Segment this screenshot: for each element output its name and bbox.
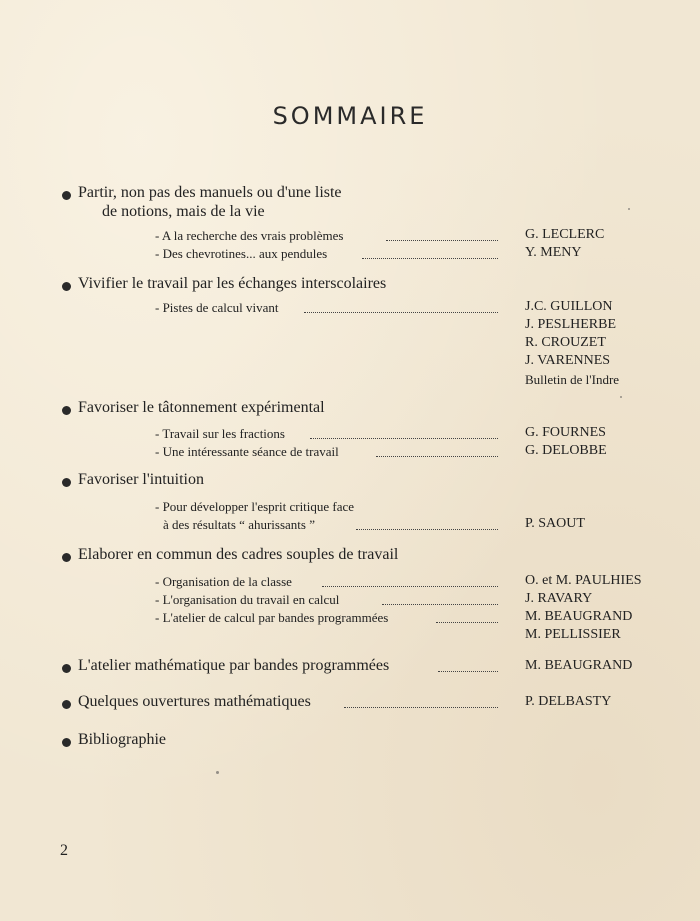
toc-entry-author: M. PELLISSIER [525,627,621,642]
section-heading: Elaborer en commun des cadres souples de travail [78,546,399,563]
bullet-icon [62,664,71,673]
section-heading: Favoriser le tâtonnement expérimental [78,399,325,416]
toc-entry-author: O. et M. PAULHIES [525,573,642,588]
page-title: SOMMAIRE [272,102,428,130]
bullet-icon [62,553,71,562]
toc-entry-source: Bulletin de l'Indre [525,372,620,387]
section-heading: L'atelier mathématique par bandes programmées [78,657,390,674]
toc-entry-label: - Une intéressante séance de travail [155,444,339,459]
dot-leader [362,246,498,259]
page-number: 2 [60,842,68,859]
section-heading: Quelques ouvertures mathématiques [78,693,311,710]
toc-entry-label: - Travail sur les fractions [155,426,285,441]
toc-entry-author: G. DELOBBE [525,443,607,458]
paper-speck [216,771,219,774]
toc-entry-label: - L'atelier de calcul par bandes programmées [155,610,389,625]
toc-entry-author: G. FOURNES [525,425,606,440]
toc-entry-author: M. BEAUGRAND [525,609,633,624]
dot-leader [310,426,498,439]
section-heading: Vivifier le travail par les échanges interscolaires [78,275,387,292]
toc-entry-label: - L'organisation du travail en calcul [155,592,340,607]
toc-entry-author: G. LECLERC [525,227,605,242]
bullet-icon [62,478,71,487]
bullet-icon [62,406,71,415]
dot-leader [376,444,498,457]
paper-speck [628,208,630,210]
bullet-icon [62,700,71,709]
toc-entry-author: J. PESLHERBE [525,317,617,332]
dot-leader [322,574,498,587]
dot-leader [438,659,498,672]
dot-leader [436,610,498,623]
toc-entry-label: - Pour développer l'esprit critique face [155,499,355,514]
section-heading-continued: de notions, mais de la vie [102,203,265,220]
toc-entry-label: - A la recherche des vrais problèmes [155,228,344,243]
section-heading: Partir, non pas des manuels ou d'une liste [78,184,342,201]
toc-entry-author: R. CROUZET [525,335,606,350]
toc-entry-author: J. RAVARY [525,591,593,606]
toc-entry-label: - Organisation de la classe [155,574,292,589]
paper-speck [620,396,622,398]
dot-leader [382,592,498,605]
bullet-icon [62,191,71,200]
toc-entry-label: - Pistes de calcul vivant [155,300,279,315]
dot-leader [304,300,498,313]
bullet-icon [62,282,71,291]
toc-entry-label: - Des chevrotines... aux pendules [155,246,328,261]
section-heading: Bibliographie [78,731,166,748]
section-heading: Favoriser l'intuition [78,471,204,488]
bullet-icon [62,738,71,747]
toc-entry-author: M. BEAUGRAND [525,658,633,673]
dot-leader [356,517,498,530]
toc-entry-label-continued: à des résultats “ ahurissants ” [163,517,315,532]
dot-leader [344,695,498,708]
toc-entry-author: J. VARENNES [525,353,611,368]
toc-entry-author: J.C. GUILLON [525,299,613,314]
toc-entry-author: P. SAOUT [525,516,585,531]
dot-leader [386,228,498,241]
toc-entry-author: Y. MENY [525,245,582,260]
toc-entry-author: P. DELBASTY [525,694,612,709]
